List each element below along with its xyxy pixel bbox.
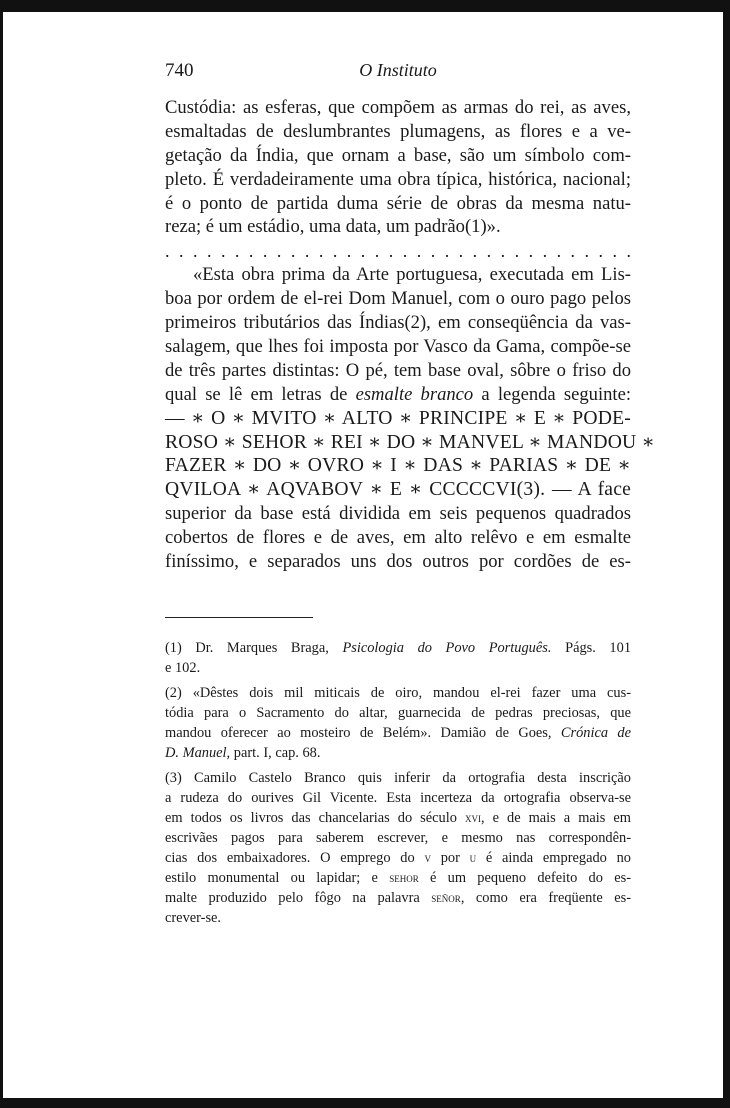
text-run: malte produzido pelo fôgo na palavra [165,890,420,906]
text-line: getação da Índia, que ornam a base, são um símbolo com- [165,144,631,166]
text-run: estilo monumental ou lapidar; e [165,870,378,886]
text-line: cobertos de flores e de aves, em alto relêvo e em esmalte [165,527,631,549]
footnote-1-line [165,638,631,658]
text-line: é o ponto de partida duma série de obras da mesma natu- [165,192,631,214]
text-run: cias dos embaixadores. O emprego do [165,850,415,866]
footnote-rule [165,617,313,618]
italic-title: Crónica de [560,725,631,741]
footnote-2-line [165,743,631,763]
text-run: , e de mais a mais em [480,810,631,826]
text-run: part. I, cap. 68. [233,745,321,761]
footnote-3-line [165,888,631,908]
text-run: mandou oferecer ao mosteiro de Belém». Damião de Goes, [165,725,552,741]
text-run: , como era freqüente es- [460,890,631,906]
footnote-2-line: (2) «Dêstes dois mil miticais de oiro, mandou el-rei fazer uma cus- [165,685,631,701]
footnote-3-line: crever-se. [165,910,222,926]
small-caps-term: u [469,850,477,865]
footnotes [165,638,631,928]
small-caps-term: señor [431,890,461,905]
running-title: O Instituto [359,60,437,80]
footnote-1-line: e 102. [165,660,201,676]
text-line: reza; é um estádio, uma data, um padrão(1)». [165,216,501,238]
text-line: «Esta obra prima da Arte portuguesa, executada em Lis- [193,264,631,286]
small-caps-term: v [424,850,431,865]
text-run: por [440,850,460,866]
italic-title: D. Manuel, [165,745,231,761]
ellipsis-separator: . . . . . . . . . . . . . . . . . . . . . . . . . . . . . . . . . . [165,241,631,262]
text-run: é ainda empregado no [485,850,631,866]
inscription-line: — ∗ O ∗ MVITO ∗ ALTO ∗ PRINCIPE ∗ E ∗ PODE- [165,407,631,429]
footnote-3-line [165,808,631,828]
footnote-3-line [165,868,631,888]
inscription-line: FAZER ∗ DO ∗ OVRO ∗ I ∗ DAS ∗ PARIAS ∗ DE ∗ [165,455,631,477]
text-line: superior da base está dividida em seis pequenos quadrados [165,503,631,525]
text-line: pleto. É verdadeiramente uma obra típica, histórica, nacional; [165,168,631,190]
footnote-3-line: (3) Camilo Castelo Branco quis inferir da ortografia desta inscrição [165,770,631,786]
text-line: de três partes distintas: O pé, tem base oval, sôbre o friso do [165,359,631,381]
text-run: em todos os livros das chancelarias do século [165,810,457,826]
inscription-line: ROSO ∗ SEHOR ∗ REI ∗ DO ∗ MANVEL ∗ MANDOU ∗ [165,431,656,453]
small-caps-term: sehor [389,870,419,885]
text-line: salagem, que lhes foi imposta por Vasco da Gama, compõe-se [165,336,631,358]
text-run: a legenda seguinte: [481,383,631,405]
page-number: 740 [165,60,194,81]
body-text [165,96,656,574]
italic-title: Psicologia do Povo Português. [342,640,552,656]
footnote-3-line: escrivães pagos para saberem escrever, e mesmo nas correspondên- [165,830,631,846]
text-line: primeiros tributários das Índias(2), em conseqüência da vas- [165,312,631,334]
text-run: (1) Dr. Marques Braga, [165,640,329,656]
text-line: esmaltadas de deslumbrantes plumagens, as flores e a ve- [165,120,631,142]
text-run: qual se lê em letras de [165,383,348,405]
footnote-3-line: a rudeza do ourives Gil Vicente. Esta incerteza da ortografia observa-se [165,790,631,806]
text-line: boa por ordem de el-rei Dom Manuel, com o ouro pago pelos [165,288,631,310]
footnote-2-line [165,723,631,743]
inscription-line: QVILOA ∗ AQVABOV ∗ E ∗ CCCCCVI(3). — A face [165,479,631,501]
page-header [165,60,631,86]
small-caps-term: xvi [464,810,481,825]
footnote-3-line [165,848,631,868]
footnote-2-line: tódia para o Sacramento do altar, guarnecida de pedras preciosas, que [165,705,631,721]
text-run: é um pequeno defeito do es- [430,870,631,886]
italic-term: esmalte branco [355,383,474,405]
text-run: Págs. 101 [565,640,632,656]
text-line [165,383,631,407]
text-line: Custódia: as esferas, que compõem as armas do rei, as aves, [165,97,631,118]
text-line: finíssimo, e separados uns dos outros por cordões de es- [165,551,631,573]
